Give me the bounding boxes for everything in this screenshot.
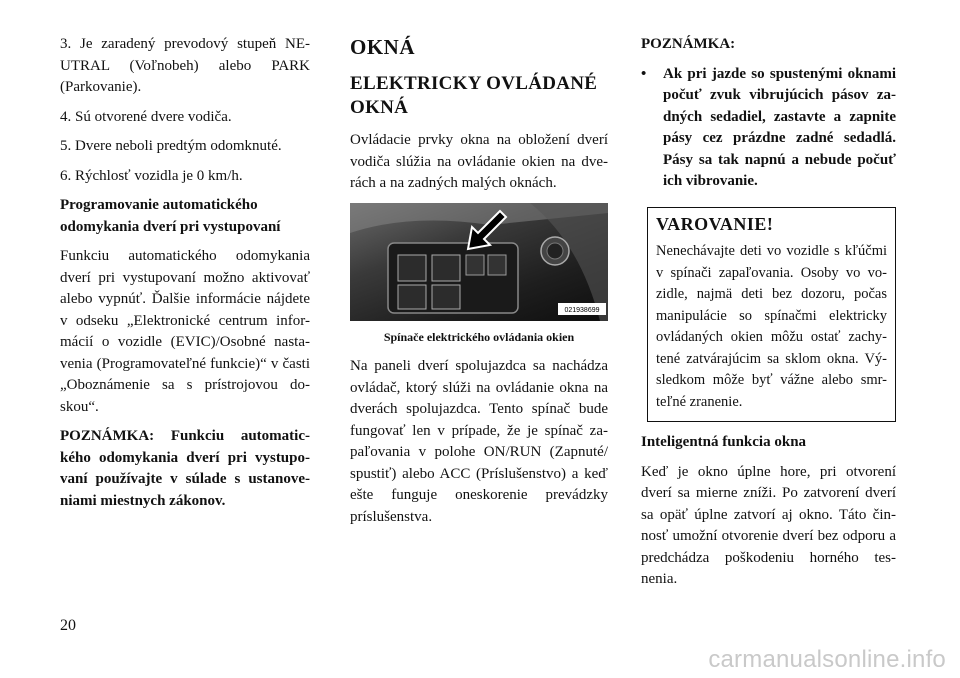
warning-text: Nenechávajte deti vo vozidle s kľúčmi v spínači zapaľovania. Osoby vo vo-zidle, najmä deti bez dozoru, počas manipulácie so spínačmi elektricky ovládaných okien môžu ostať zachy-tené zatvárajúcim sa sklom okna. Vý-sledkom môže byť vážne alebo smr-teľné zranenie.	[656, 243, 887, 410]
body-paragraph: Funkciu automatického odomykania dverí pri vystupovaní možno aktivovať alebo vypnúť. Ďalšie informácie nájdete v odseku „Elektronické centrum infor-mácií o vozidle (EVIC)/Osobné nasta-venia (Programovateľné funkcie)“ v časti „Oboznámenie sa s prístrojovou do-skou“.	[60, 248, 310, 415]
column-middle	[350, 34, 608, 536]
bullet-icon: •	[641, 65, 647, 82]
list-item: 6. Rýchlosť vozidla je 0 km/h.	[60, 167, 243, 184]
warning-box	[647, 207, 896, 423]
note-paragraph: POZNÁMKA: Funkciu automatic-kého odomykania dverí pri vystupo-vaní používajte v súlade s ustanove-niami miestnych zákonov.	[60, 428, 310, 509]
figure-code: 021938699	[564, 306, 600, 314]
list-item: 5. Dvere neboli predtým odomknuté.	[60, 138, 282, 154]
body-paragraph: Keď je okno úplne hore, pri otvorení dverí sa mierne zníži. Po zatvorení dverí sa opäť úplne zatvorí aj okno. Táto čin-nosť umožní otvorenie dverí bez odporu a predchádza poškodeniu horného tes-nenia.	[641, 463, 896, 587]
section-heading: Inteligentná funkcia okna	[641, 434, 807, 450]
section-heading: Programovanie automatického odomykania dverí pri vystupovaní	[60, 197, 281, 235]
bullet-text: Ak pri jazde so spustenými oknami počuť zvuk vibrujúcich pásov za-dných sedadiel, zastavte a zapnite pásy cez prázdne zadné sedadlá. Pásy sa tak napnú a nebude počuť ich vibrovanie.	[663, 65, 896, 189]
column-left	[60, 34, 310, 520]
list-item: 3. Je zaradený prevodový stupeň NE-UTRAL (Voľnobeh) alebo PARK (Parkovanie).	[60, 36, 310, 95]
body-paragraph: Na paneli dverí spolujazdca sa nachádza ovládač, ktorý slúži na ovládanie okna na dverách spolujazdca. Tento spínač bude fungovať len v prípade, že je spínač za-paľovania v polohe ON/RUN (Zapnuté/ spustiť) alebo ACC (Príslušenstvo) a keď ešte funguje oneskorenie prevádzky príslušenstva.	[350, 358, 608, 525]
watermark: carmanualsonline.info	[708, 646, 946, 673]
chapter-title: OKNÁ	[350, 35, 415, 59]
column-right	[641, 34, 896, 599]
window-switch-illustration	[350, 203, 608, 321]
figure-caption: Spínače elektrického ovládania okien	[383, 329, 575, 344]
page-number: 20	[60, 617, 76, 634]
section-title: ELEKTRICKY OVLÁDANÉ OKNÁ	[350, 73, 598, 118]
window-switch-photo	[350, 203, 608, 321]
list-item: 4. Sú otvorené dvere vodiča.	[60, 108, 232, 125]
note-heading: POZNÁMKA:	[641, 36, 736, 52]
note-bullet	[641, 64, 896, 193]
body-paragraph: Ovládacie prvky okna na obložení dverí vodiča slúžia na ovládanie okien na dve-rách a na zadných malých oknách.	[350, 132, 608, 191]
warning-title: VAROVANIE!	[656, 213, 774, 234]
